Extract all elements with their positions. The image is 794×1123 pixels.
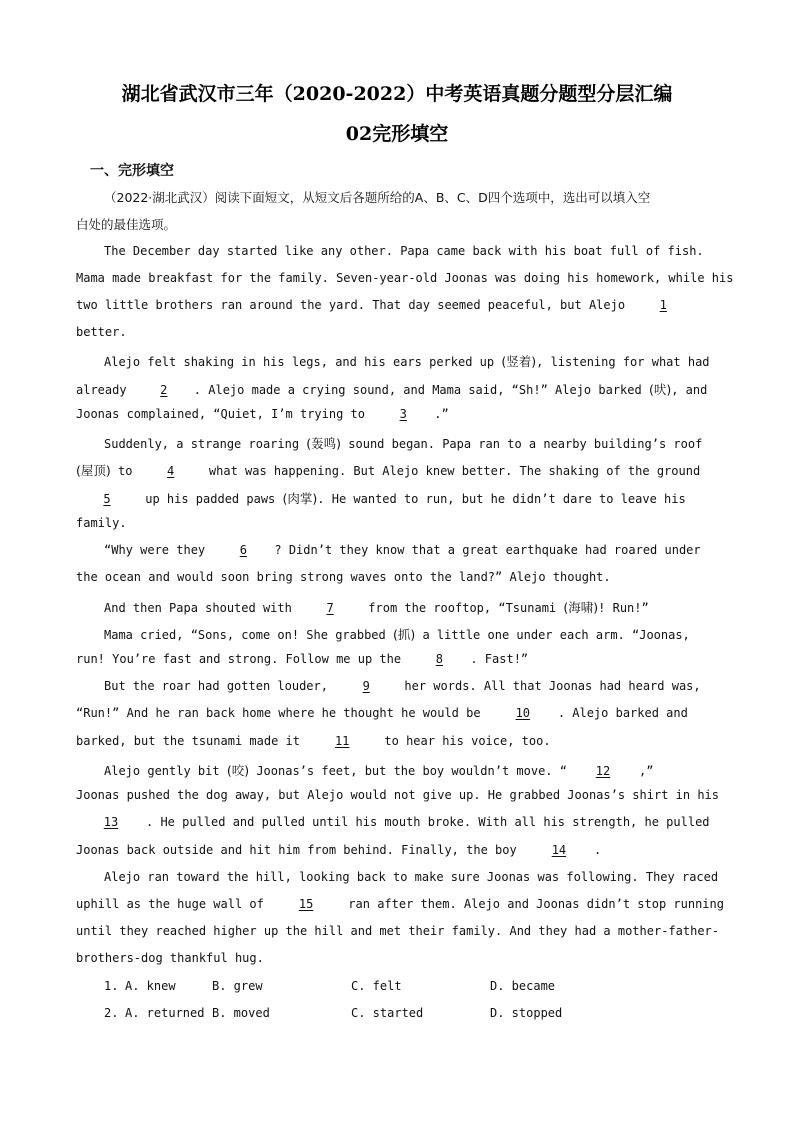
passage-line: Joonas pushed the dog away, but Alejo would not give up. He grabbed Joonas’s shirt in his	[76, 788, 719, 802]
passage-line: “Run!” And he ran back home where he thought he would be 10 . Alejo barked and	[76, 706, 688, 720]
passage-line: uphill as the huge wall of 15 ran after them. Alejo and Joonas didn’t stop running	[76, 897, 724, 911]
option-c[interactable]: C. felt	[351, 979, 402, 993]
blank-2: 2	[160, 383, 168, 397]
blank-5: 5	[103, 492, 111, 506]
instructions-line: 白处的最佳选项。	[76, 217, 177, 232]
passage-line: the ocean and would soon bring strong waves onto the land?” Alejo thought.	[76, 570, 611, 584]
passage-line: better.	[76, 325, 127, 339]
option-c[interactable]: C. started	[351, 1006, 424, 1020]
passage-line: two little brothers ran around the yard. That day seemed peaceful, but Alejo 1	[76, 298, 716, 312]
passage-line: Alejo gently bit (咬) Joonas’s feet, but the boy wouldn’t move. “ 12 ,”	[104, 763, 654, 778]
passage-line: Joonas complained, “Quiet, I’m trying to 3 .”	[76, 407, 449, 421]
option-d[interactable]: D. became	[490, 979, 556, 993]
blank-12: 12	[595, 764, 611, 778]
blank-14: 14	[551, 843, 567, 857]
passage-line: Mama cried, “Sons, come on! She grabbed (抓) a little one under each arm. “Joonas,	[104, 627, 690, 642]
blank-15: 15	[298, 897, 314, 911]
blank-9: 9	[362, 679, 370, 693]
instructions-line: （2022·湖北武汉）阅读下面短文，从短文后各题所给的A、B、C、D四个选项中，选出可以填入空	[104, 190, 651, 205]
option-d[interactable]: D. stopped	[490, 1006, 563, 1020]
blank-4: 4	[167, 464, 175, 478]
passage-line: But the roar had gotten louder, 9 her words. All that Joonas had heard was,	[104, 679, 701, 693]
passage-line: family.	[76, 516, 127, 530]
blank-3: 3	[399, 407, 407, 421]
passage-line: Mama made breakfast for the family. Seven-year-old Joonas was doing his homework, while his	[76, 271, 734, 285]
blank-6: 6	[239, 543, 247, 557]
passage-line: The December day started like any other. Papa came back with his boat full of fish.	[104, 244, 704, 258]
passage-line: 5 up his padded paws (肉掌). He wanted to run, but he didn’t dare to leave his	[76, 489, 716, 507]
passage-line: And then Papa shouted with 7 from the rooftop, “Tsunami (海啸)! Run!”	[104, 600, 649, 615]
passage-line: 13 . He pulled and pulled until his mouth broke. With all his strength, he pulled	[76, 815, 716, 829]
passage-line: Joonas back outside and hit him from behind. Finally, the boy 14 .	[76, 843, 602, 857]
blank-7: 7	[326, 601, 334, 615]
document-title: 湖北省武汉市三年（2020-2022）中考英语真题分题型分层汇编	[121, 83, 673, 105]
passage-line: (屋顶) to 4 what was happening. But Alejo knew better. The shaking of the ground	[76, 463, 701, 478]
option-b[interactable]: B. grew	[212, 979, 263, 993]
blank-1: 1	[659, 298, 667, 312]
section-heading: 一、完形填空	[90, 163, 174, 179]
question-number: 1.	[104, 979, 119, 993]
passage-line: “Why were they 6 ? Didn’t they know that a great earthquake had roared under	[104, 543, 701, 557]
blank-11: 11	[334, 734, 350, 748]
passage-line: brothers-dog thankful hug.	[76, 951, 264, 965]
passage-line: Suddenly, a strange roaring (轰鸣) sound began. Papa ran to a nearby building’s roof	[104, 436, 703, 451]
blank-13: 13	[103, 815, 119, 829]
option-b[interactable]: B. moved	[212, 1006, 270, 1020]
passage-line: until they reached higher up the hill and met their family. And they had a mother-father-	[76, 924, 719, 938]
blank-8: 8	[435, 652, 443, 666]
passage-line: run! You’re fast and strong. Follow me up the 8 . Fast!”	[76, 652, 529, 666]
option-a[interactable]: A. knew	[125, 979, 176, 993]
option-a[interactable]: A. returned	[125, 1006, 205, 1020]
passage-line: already 2 . Alejo made a crying sound, and Mama said, “Sh!” Alejo barked (吠), and	[76, 382, 708, 397]
passage-line: barked, but the tsunami made it 11 to hear his voice, too.	[76, 734, 551, 748]
document-subtitle: 02完形填空	[345, 123, 449, 145]
passage-line: Alejo felt shaking in his legs, and his ears perked up (竖着), listening for what had	[104, 354, 710, 369]
question-number: 2.	[104, 1006, 119, 1020]
blank-10: 10	[515, 706, 531, 720]
passage-line: Alejo ran toward the hill, looking back to make sure Joonas was following. They raced	[104, 870, 719, 884]
